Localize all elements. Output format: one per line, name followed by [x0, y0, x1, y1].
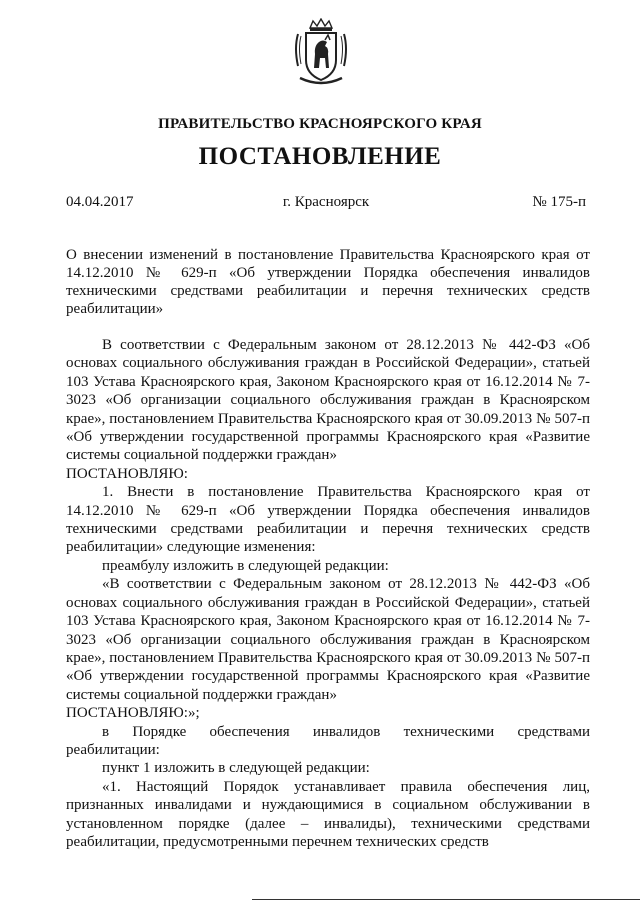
body-paragraph-resolve: ПОСТАНОВЛЯЮ:»; — [66, 705, 200, 722]
body-paragraph-resolve: ПОСТАНОВЛЯЮ: — [66, 465, 188, 482]
organization-name: ПРАВИТЕЛЬСТВО КРАСНОЯРСКОГО КРАЯ — [158, 116, 482, 132]
document-type-title: ПОСТАНОВЛЕНИЕ — [198, 143, 442, 170]
document-subject: О внесении изменений в постановление Правительства Красноярского края от 14.12.2010 № 629-п «Об утверждении Порядка обеспечения инвалидов техническими средствами реабилитации и перечня технических средств реабилитации» — [66, 247, 590, 317]
document-number: № 175-п — [532, 194, 586, 210]
document-meta-row — [66, 194, 586, 214]
body-paragraph: «В соответствии с Федеральным законом от 28.12.2013 № 442-ФЗ «Об основах социального обслуживания граждан в Российской Федерации», статьей 103 Устава Красноярского края, Законом Красноярского края от 16.12.2014 № 7-3023 «Об организации социального обслуживания граждан в Красноярском крае», постановлением Правительства Красноярского края от 30.09.2013 № 507-п «Об утверждении государственной программы Красноярского края «Развитие системы социальной поддержки граждан» — [66, 576, 590, 703]
body-paragraph: пункт 1 изложить в следующей редакции: — [102, 760, 370, 777]
body-paragraph: «1. Настоящий Порядок устанавливает правила обеспечения лиц, признанных инвалидами и нуждающимися в социальном обслуживании в установленном порядке (далее – инвалиды), техническими средствами реабилитации, предусмотренными перечнем технических средств — [66, 778, 590, 850]
document-date: 04.04.2017 — [66, 194, 134, 210]
document-city: г. Красноярск — [282, 194, 370, 210]
body-paragraph: В соответствии с Федеральным законом от 28.12.2013 № 442-ФЗ «Об основах социального обслуживания граждан в Российской Федерации», статьей 103 Устава Красноярского края, Законом Красноярского края от 16.12.2014 № 7-3023 «Об организации социального обслуживания граждан в Красноярском крае», постановлением Правительства Красноярского края от 30.09.2013 № 507-п «Об утверждении государственной программы Красноярского края «Развитие системы социальной поддержки граждан» — [66, 337, 590, 464]
body-paragraph: преамбулу изложить в следующей редакции: — [102, 557, 389, 574]
body-paragraph: в Порядке обеспечения инвалидов техническими средствами реабилитации: — [66, 723, 590, 758]
scan-edge-line — [252, 899, 640, 900]
document-body — [66, 336, 590, 851]
coat-of-arms-icon — [292, 18, 350, 88]
body-paragraph: 1. Внести в постановление Правительства Красноярского края от 14.12.2010 № 629-п «Об утверждении Порядка обеспечения инвалидов техническими средствами реабилитации и перечня технических средств реабилитации» следующие изменения: — [66, 484, 590, 556]
